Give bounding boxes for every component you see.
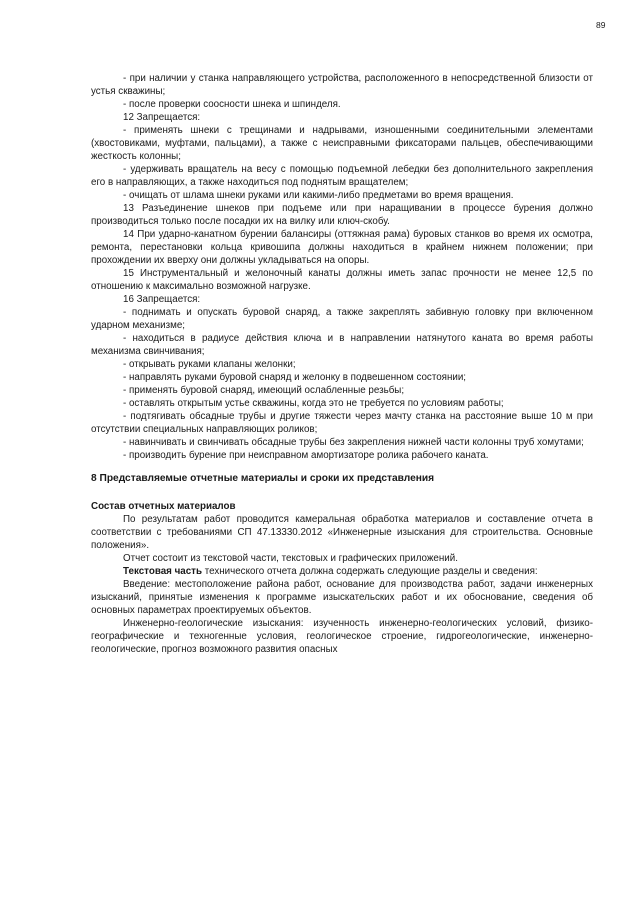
paragraph: - удерживать вращатель на весу с помощью подъемной лебедки без дополнительного закрепления его в направляющих, а также находиться под поднятым вращателем; [91, 164, 593, 188]
paragraph: - после проверки соосности шнека и шпинделя. [123, 99, 341, 110]
paragraph: Введение: местоположение района работ, основание для производства работ, задачи инженерных изысканий, принятые изменения к программе изыскательских работ и их обоснование, сведения об основных параметрах проектируемых объектов. [91, 579, 593, 616]
paragraph: - навинчивать и свинчивать обсадные трубы без закрепления нижней части колонны труб хомутами; [123, 437, 584, 448]
paragraph: - производить бурение при неисправном амортизаторе ролика рабочего каната. [123, 450, 489, 461]
section-heading: 8 Представляемые отчетные материалы и сроки их представления [91, 473, 435, 484]
paragraph: - при наличии у станка направляющего устройства, расположенного в непосредственной близости от устья скважины; [91, 73, 593, 97]
paragraph [91, 565, 593, 578]
paragraph: По результатам работ проводится камеральная обработка материалов и составление отчета в соответствии с требованиями СП 47.13330.2012 «Инженерные изыскания для строительства. Основные положения». [91, 514, 593, 551]
subheading: Состав отчетных материалов [91, 501, 236, 512]
paragraph: - применять шнеки с трещинами и надрывами, изношенными соединительными элементами (хвостовиками, муфтами, пальцами), а также с неисправными фиксаторами пальцев, обеспечивающими жесткость колонны; [91, 125, 593, 162]
paragraph: - подтягивать обсадные трубы и другие тяжести через мачту станка на расстояние выше 10 м при отсутствии специальных направляющих роликов; [91, 411, 593, 435]
paragraph: - очищать от шлама шнеки руками или какими-либо предметами во время вращения. [123, 190, 514, 201]
paragraph: - находиться в радиусе действия ключа и в направлении натянутого каната во время работы механизма свинчивания; [91, 333, 593, 357]
paragraph: 14 При ударно-канатном бурении балансиры (оттяжная рама) буровых станков во время их осмотра, ремонта, перестановки кольца кривошипа должны находиться в крайнем нижнем положении; при прохождении их вверху они должны укладываться на опоры. [91, 229, 593, 266]
paragraph: - применять буровой снаряд, имеющий ослабленные резьбы; [123, 385, 405, 396]
paragraph: - направлять руками буровой снаряд и желонку в подвешенном состоянии; [123, 372, 467, 383]
page-number: 89 [596, 20, 606, 30]
paragraph: 13 Разъединение шнеков при подъеме или при наращивании в процессе бурения должно производиться только после посадки их на вилку или ключ-скобу. [91, 203, 593, 227]
page-content [91, 72, 593, 656]
paragraph: 16 Запрещается: [123, 294, 201, 305]
paragraph: Инженерно-геологические изыскания: изученность инженерно-геологических условий, физико-географические и техногенные условия, геологическое строение, гидрогеологические, инженерно-геологические, прогноз возможного развития опасных [91, 618, 593, 655]
paragraph-text: технического отчета должна содержать следующие разделы и сведения: [202, 566, 538, 577]
paragraph: 12 Запрещается: [123, 112, 201, 123]
paragraph: - оставлять открытым устье скважины, когда это не требуется по условиям работы; [123, 398, 504, 409]
paragraph: - открывать руками клапаны желонки; [123, 359, 296, 370]
bold-term: Текстовая часть [123, 566, 203, 577]
paragraph: Отчет состоит из текстовой части, текстовых и графических приложений. [123, 553, 458, 564]
paragraph: - поднимать и опускать буровой снаряд, а также закреплять забивную головку при включенном ударном механизме; [91, 307, 593, 331]
paragraph: 15 Инструментальный и желоночный канаты должны иметь запас прочности не менее 12,5 по отношению к максимально возможной нагрузке. [91, 268, 593, 292]
